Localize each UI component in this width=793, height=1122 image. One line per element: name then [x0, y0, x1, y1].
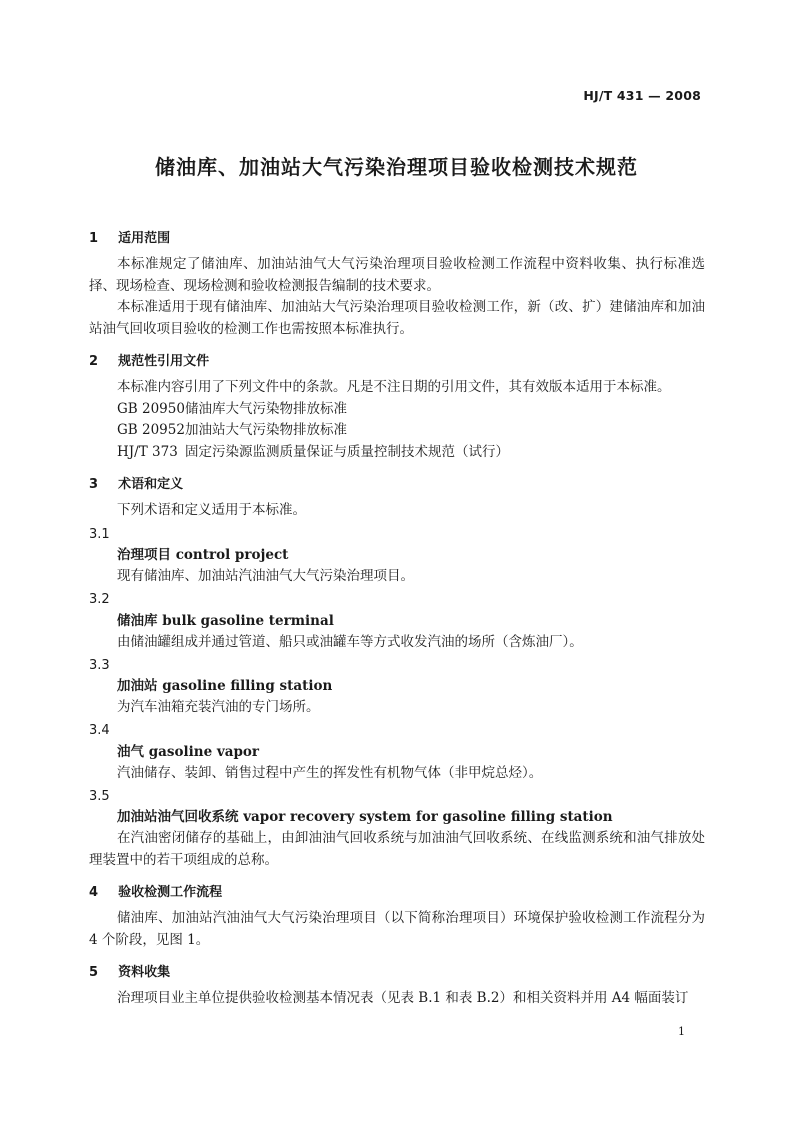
paragraph: 治理项目业主单位提供验收检测基本情况表（见表 B.1 和表 B.2）和相关资料并用 A4 幅面装订: [117, 990, 689, 1006]
term-name: 加油站油气回收系统 vapor recovery system for gasoline filling station: [117, 809, 613, 825]
paragraph: 本标准适用于现有储油库、加油站大气污染治理项目验收检测工作，新（改、扩）建储油库和加油站油气回收项目验收的检测工作也需按照本标准执行。: [89, 299, 705, 337]
section-title: 术语和定义: [118, 477, 184, 492]
section-number: 5: [89, 965, 99, 980]
section-heading-normative-references: [89, 351, 705, 373]
term-definition: 汽油储存、装卸、销售过程中产生的挥发性有机物气体（非甲烷总烃）。: [117, 764, 543, 781]
section-title: 资料收集: [118, 965, 171, 980]
paragraph: 储油库、加油站汽油油气大气污染治理项目（以下简称治理项目）环境保护验收检测工作流程分为 4 个阶段，见图 1。: [89, 910, 705, 948]
reference-item: [89, 420, 705, 442]
standard-code: HJ/T 431 — 2008: [583, 88, 701, 103]
term-definition: 在汽油密闭储存的基础上，由卸油油气回收系统与加油油气回收系统、在线监测系统和油气排放处理装置中的若干项组成的总称。: [89, 830, 705, 868]
clause-number: 3.3: [89, 657, 110, 673]
section-number: 4: [89, 885, 99, 900]
reference-title: 固定污染源监测质量保证与质量控制技术规范（试行）: [185, 443, 509, 460]
reference-code: GB 20952: [117, 422, 185, 438]
reference-item: [89, 442, 705, 464]
term-definition: 由储油罐组成并通过管道、船只或油罐车等方式收发汽油的场所（含炼油厂）。: [117, 633, 583, 650]
term-definition: 为汽车油箱充装汽油的专门场所。: [117, 699, 320, 715]
reference-title: 加油站大气污染物排放标准: [185, 422, 347, 438]
reference-code: GB 20950: [117, 400, 185, 417]
clause-number: 3.1: [89, 526, 110, 542]
section-heading-scope: [89, 228, 705, 250]
paragraph: 本标准规定了储油库、加油站油气大气污染治理项目验收检测工作流程中资料收集、执行标准选择、现场检查、现场检测和验收检测报告编制的技术要求。: [89, 256, 705, 294]
reference-code: HJ/T 373: [117, 443, 178, 460]
term-definition: 现有储油库、加油站汽油油气大气污染治理项目。: [117, 568, 414, 584]
section-number: 2: [89, 354, 99, 369]
reference-item: [89, 399, 705, 421]
section-heading-workflow: [89, 882, 705, 904]
page-number: 1: [678, 1025, 685, 1038]
term-name: 储油库 bulk gasoline terminal: [117, 612, 334, 629]
document-body: [89, 228, 705, 1010]
section-title: 适用范围: [118, 231, 171, 246]
section-heading-terms: [89, 474, 705, 496]
term-name: 治理项目 control project: [117, 547, 289, 563]
paragraph: 本标准内容引用了下列文件中的条款。凡是不注日期的引用文件，其有效版本适用于本标准。: [117, 379, 671, 395]
term-name: 油气 gasoline vapor: [117, 743, 260, 760]
section-heading-data-collection: [89, 962, 705, 984]
reference-title: 储油库大气污染物排放标准: [185, 400, 347, 417]
term-name: 加油站 gasoline filling station: [117, 678, 333, 694]
paragraph: 下列术语和定义适用于本标准。: [117, 502, 306, 518]
clause-number: 3.5: [89, 788, 110, 804]
document-title: 储油库、加油站大气污染治理项目验收检测技术规范: [155, 155, 638, 179]
section-number: 1: [89, 231, 99, 246]
clause-number: 3.2: [89, 592, 110, 607]
section-title: 规范性引用文件: [118, 354, 210, 369]
clause-number: 3.4: [89, 723, 110, 738]
section-number: 3: [89, 477, 99, 492]
section-title: 验收检测工作流程: [118, 885, 223, 900]
